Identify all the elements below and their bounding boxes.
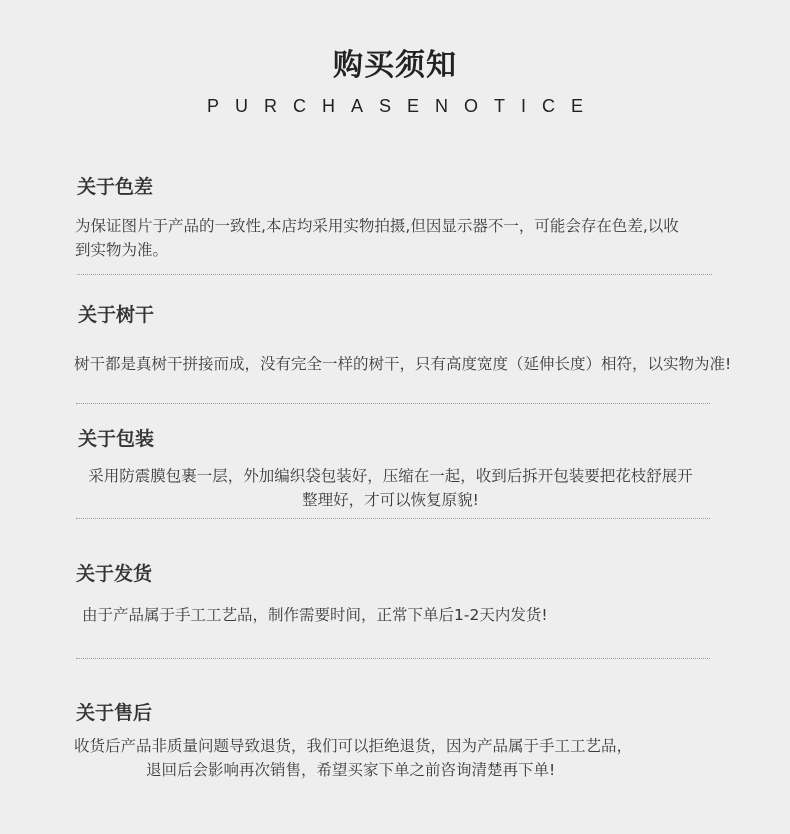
- page-subtitle: PURCHASENOTICE: [206, 96, 600, 116]
- body-line: 树干都是真树干拼接而成，没有完全一样的树干，只有高度宽度（延伸长度）相符，以实物为准!: [74, 355, 732, 373]
- body-line: 到实物为准。: [75, 241, 169, 259]
- body-line: 整理好，才可以恢复原貌!: [302, 491, 479, 509]
- section-body-packaging: [58, 464, 723, 512]
- section-heading-shipping: 关于发货: [76, 563, 153, 585]
- section-divider: [76, 658, 710, 659]
- section-heading-trunk: 关于树干: [78, 304, 155, 326]
- section-body-shipping: [82, 603, 722, 627]
- section-body-trunk: [74, 352, 774, 376]
- body-line: 退回后会影响再次销售，希望买家下单之前咨询清楚再下单!: [146, 761, 556, 779]
- body-line: 采用防震膜包裹一层，外加编织袋包装好，压缩在一起，收到后拆开包装要把花枝舒展开: [88, 467, 693, 485]
- body-line: 由于产品属于手工工艺品，制作需要时间，正常下单后1-2天内发货!: [82, 606, 548, 624]
- section-divider: [76, 518, 710, 519]
- page-title: 购买须知: [333, 48, 457, 83]
- body-line: 收货后产品非质量问题导致退货，我们可以拒绝退货，因为产品属于手工工艺品，: [74, 737, 633, 755]
- section-divider: [76, 403, 710, 404]
- section-heading-color-difference: 关于色差: [77, 176, 154, 198]
- body-line: 为保证图片于产品的一致性,本店均采用实物拍摄,但因显示器不一，可能会存在色差,以收: [75, 217, 679, 235]
- section-heading-after-sales: 关于售后: [76, 702, 153, 724]
- section-heading-packaging: 关于包装: [78, 428, 155, 450]
- section-body-color-difference: [75, 214, 715, 262]
- notice-header: [0, 46, 790, 117]
- section-body-after-sales: [74, 734, 714, 782]
- section-divider: [77, 274, 712, 275]
